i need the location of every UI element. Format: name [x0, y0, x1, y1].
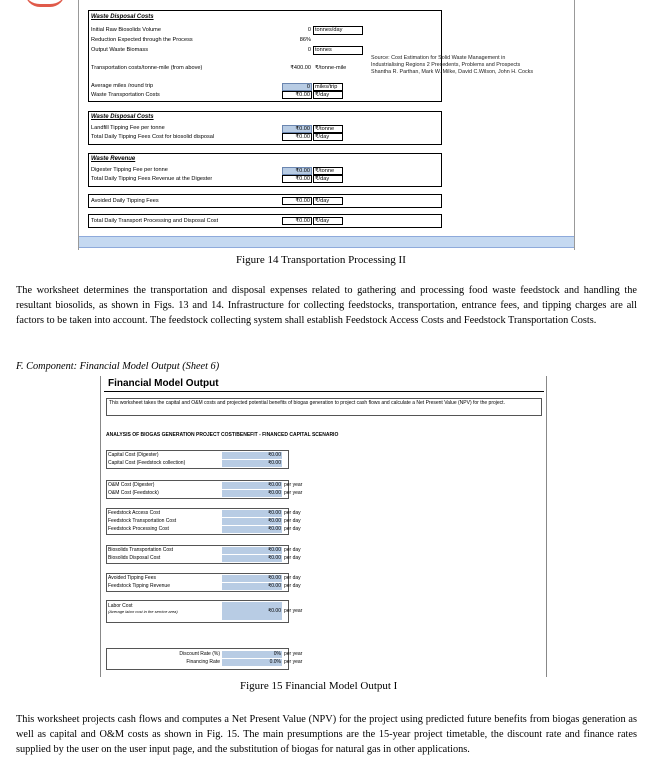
- row-label: Biosolids Disposal Cost: [108, 555, 161, 561]
- sheet-right-edge: [546, 376, 547, 677]
- tipping-revenue-value[interactable]: ₹0.00: [222, 583, 282, 590]
- row-label: Total Daily Tipping Fees Revenue at the Digester: [91, 176, 213, 182]
- om-digester-value[interactable]: ₹0.00: [222, 482, 282, 489]
- capital-digester-value[interactable]: ₹0.00: [222, 452, 282, 459]
- analysis-label: ANALYSIS OF BIOGAS GENERATION PROJECT COST/BENEFIT - FINANCED CAPITAL SCENARIO: [106, 432, 339, 438]
- row-unit: per day: [284, 555, 301, 561]
- row-unit: per day: [284, 547, 301, 553]
- avoided-fees-value[interactable]: ₹0.00: [282, 197, 312, 205]
- feedstock-access-value[interactable]: ₹0.00: [222, 510, 282, 517]
- row-unit: ₹/day: [313, 91, 343, 99]
- row-unit: per day: [284, 518, 301, 524]
- discount-rate-input[interactable]: 0%: [222, 651, 282, 658]
- row-label: Feedstock Processing Cost: [108, 526, 169, 532]
- figure-15-caption: Figure 15 Financial Model Output I: [240, 680, 398, 692]
- row-unit: ₹/day: [313, 133, 343, 141]
- row-label: Output Waste Biomass: [91, 47, 148, 53]
- row-label: Average miles /round trip: [91, 83, 154, 89]
- description-text: This worksheet takes the capital and O&M costs and projected potential benefits of biogas generation to project cash flows and calculate a Net Present Value (NPV) for the project.: [109, 400, 505, 406]
- row-unit: per day: [284, 583, 301, 589]
- figure-14-caption: Figure 14 Transportation Processing II: [236, 254, 406, 266]
- landfill-fee-input[interactable]: ₹0.00: [282, 125, 312, 133]
- row-unit: per year: [284, 482, 303, 488]
- row-label: Feedstock Access Cost: [108, 510, 160, 516]
- row-label: Feedstock Transportation Cost: [108, 518, 177, 524]
- waste-transport-cost-value[interactable]: ₹0.00: [282, 91, 312, 99]
- decorative-arc: [25, 0, 65, 7]
- biosolids-transport-value[interactable]: ₹0.00: [222, 547, 282, 554]
- row-label: Feedstock Tipping Revenue: [108, 583, 170, 589]
- row-label: Avoided Daily Tipping Fees: [91, 198, 159, 204]
- average-miles-input[interactable]: 0: [282, 83, 312, 91]
- row-label: Reduction Expected through the Process: [91, 37, 193, 43]
- row-unit: per year: [284, 490, 303, 496]
- feedstock-transport-value[interactable]: ₹0.00: [222, 518, 282, 525]
- row-unit: tonnes/day: [313, 26, 363, 35]
- row-label: Waste Transportation Costs: [91, 92, 160, 98]
- body-paragraph-2: This worksheet projects cash flows and computes a Net Present Value (NPV) for the project using predicted future benefits from biogas generation as well as capital and O&M costs as shown in Fig. 15. The main presumptions are the 15-year project timetable, the discount rate and finance rates supplied by the user on the user input page, and the substitution of biogas for natural gas in other applications.: [16, 714, 637, 755]
- labor-note: (Average labor cost in the service area): [108, 609, 178, 614]
- title-rule: [104, 391, 544, 392]
- row-unit: per day: [284, 526, 301, 532]
- row-label: Biosolids Transportation Cost: [108, 547, 174, 553]
- row-label: Capital Cost (Digester): [108, 452, 159, 458]
- figure-15-spreadsheet: [100, 376, 548, 677]
- biosolids-disposal-value[interactable]: ₹0.00: [222, 555, 282, 562]
- row-unit: per day: [284, 575, 301, 581]
- body-paragraph-1: The worksheet determines the transportation and disposal expenses related to gathering and processing food waste feedstock and handling the resultant biosolids, as shown in Figs. 13 and 14. Infrastructure for collecting feedstocks, transportation, entrance fees, and tipping charges are all factors to be taken into account. The feedstock collecting system shall establish Feedstock Access Costs and Feedstock Transportation Costs.: [16, 285, 637, 326]
- transport-cost-value[interactable]: ₹400.00: [277, 65, 312, 72]
- row-label: Transportation costs/tonne-mile (from above): [91, 65, 203, 71]
- section-heading: F. Component: Financial Model Output (Sheet 6): [16, 361, 220, 372]
- row-unit: ₹/tonne-mile: [315, 65, 347, 71]
- row-unit: miles/trip: [313, 83, 343, 91]
- output-waste-value[interactable]: 0: [282, 47, 312, 54]
- row-label: Capital Cost (Feedstock collection): [108, 460, 186, 466]
- row-label: Digester Tipping Fee per tonne: [91, 167, 168, 173]
- row-unit: per year: [284, 651, 303, 657]
- row-unit: per year: [284, 659, 303, 665]
- row-label: Landfill Tipping Fee per tonne: [91, 125, 165, 131]
- row-unit: per year: [284, 608, 303, 614]
- row-unit: ₹/tonne: [313, 125, 343, 133]
- row-unit: ₹/day: [313, 197, 343, 205]
- sheet-bottom-bar: [79, 236, 574, 248]
- raw-biosolids-volume-value[interactable]: 0: [282, 27, 312, 34]
- feedstock-processing-value[interactable]: ₹0.00: [222, 526, 282, 533]
- row-unit: per day: [284, 510, 301, 516]
- row-label: Avoided Tipping Fees: [108, 575, 156, 581]
- section-title: Waste Revenue: [91, 156, 136, 162]
- labor-cost-input[interactable]: ₹0.00: [222, 602, 282, 620]
- figure-14-spreadsheet: [78, 0, 575, 250]
- financial-model-title: Financial Model Output: [108, 378, 219, 389]
- row-label: O&M Cost (Digester): [108, 482, 155, 488]
- row-unit: ₹/day: [313, 217, 343, 225]
- digester-fee-input[interactable]: ₹0.00: [282, 167, 312, 175]
- daily-tipping-cost-value[interactable]: ₹0.00: [282, 133, 312, 141]
- row-label: Initial Raw Biosolids Volume: [91, 27, 161, 33]
- source-note: Source: Cost Estimation for Solid Waste Management in Industrialising Regions 2 Precedents, Problems and Prospects Shantha R. Parthan, Mark W. Milke, David C.Wilson, John H. Cocks: [371, 55, 534, 75]
- row-label: Total Daily Transport Processing and Disposal Cost: [91, 218, 219, 224]
- om-feedstock-value[interactable]: ₹0.00: [222, 490, 282, 497]
- row-unit: tonnes: [313, 46, 363, 55]
- sheet-left-edge: [100, 376, 101, 677]
- row-label: O&M Cost (Feedstock): [108, 490, 159, 496]
- capital-feedstock-value[interactable]: ₹0.00: [222, 460, 282, 467]
- total-daily-cost-value[interactable]: ₹0.00: [282, 217, 312, 225]
- daily-tipping-revenue-value[interactable]: ₹0.00: [282, 175, 312, 183]
- section-title: Waste Disposal Costs: [91, 14, 154, 20]
- reduction-value[interactable]: 86%: [282, 37, 312, 44]
- row-label: Labor Cost: [108, 603, 133, 609]
- financing-rate-input[interactable]: 0.0%: [222, 659, 282, 666]
- row-unit: ₹/day: [313, 175, 343, 183]
- section-title: Waste Disposal Costs: [91, 114, 154, 120]
- row-label: Total Daily Tipping Fees Cost for biosolid disposal: [91, 134, 215, 140]
- row-label: Discount Rate (%): [179, 651, 220, 657]
- row-label: Financing Rate: [186, 659, 220, 665]
- avoided-tipping-value[interactable]: ₹0.00: [222, 575, 282, 582]
- row-unit: ₹/tonne: [313, 167, 343, 175]
